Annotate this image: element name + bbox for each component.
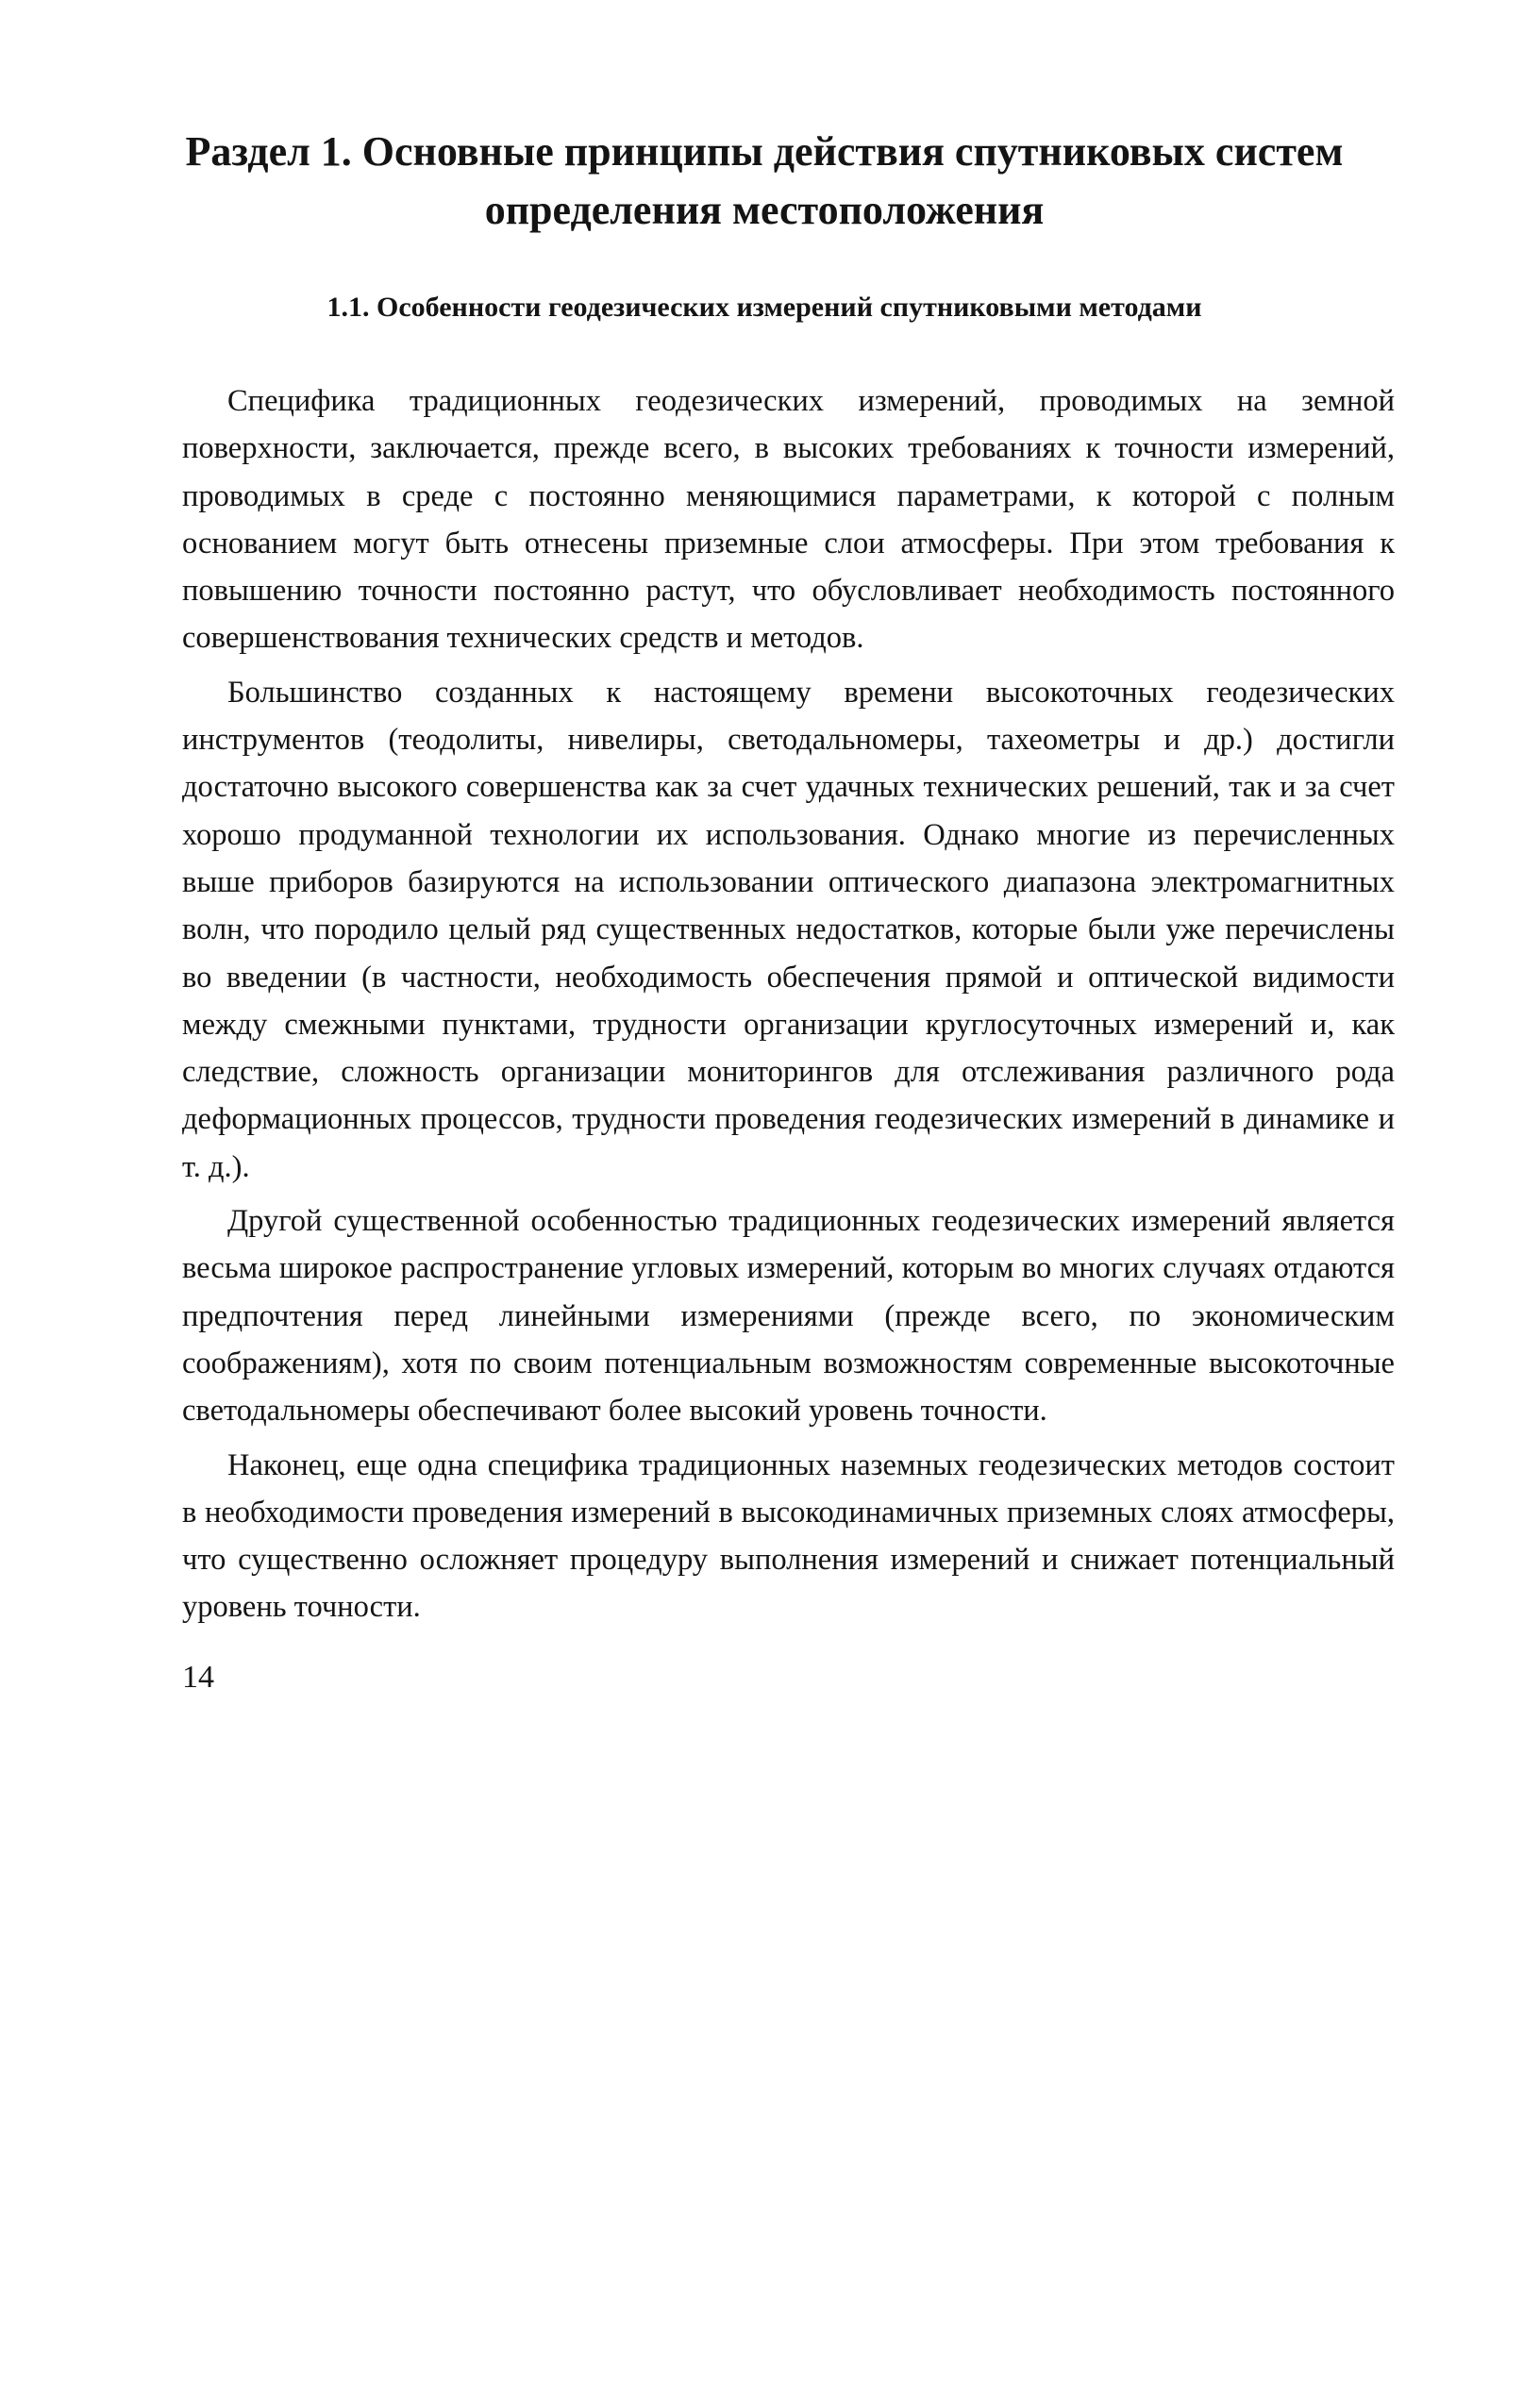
paragraph-3: Другой существенной особенностью традиционных геодезических измерений является весьма широкое распространение угловых измерений, которым во многих случаях отдаются предпочтения перед линейными измерениями (прежде всего, по экономическим соображениям), хотя по своим потенциальным возможностям современные высокоточные светодальномеры обеспечивают более высокий уровень точности.	[182, 1204, 1395, 1429]
paragraph-2: Большинство созданных к настоящему времени высокоточных геодезических инструментов (теодолиты, нивелиры, светодальномеры, тахеометры и др.) достигли достаточно высокого совершенства как за счет удачных технических решений, так и за счет хорошо продуманной технологии их использования. Однако многие из перечисленных выше приборов базируются на использовании оптического диапазона электромагнитных волн, что породило целый ряд существенных недостатков, которые были уже перечислены во введении (в частности, необходимость обеспечения прямой и оптической видимости между смежными пунктами, трудности организации круглосуточных измерений и, как следствие, сложность организации мониторингов для отслеживания различного рода деформационных процессов, трудности проведения геодезических измерений в динамике и т. д.).	[182, 675, 1395, 1184]
chapter-title: Раздел 1. Основные принципы действия спутниковых систем определения местоположения	[185, 128, 1344, 233]
paragraph-1: Специфика традиционных геодезических измерений, проводимых на земной поверхности, заключается, прежде всего, в высоких требованиях к точности измерений, проводимых в среде с постоянно меняющимися параметрами, к которой с полным основанием могут быть отнесены приземные слои атмосферы. При этом требования к повышению точности постоянно растут, что обусловливает необходимость постоянного совершенствования технических средств и методов.	[182, 384, 1395, 656]
section-title: 1.1. Особенности геодезических измерений спутниковыми методами	[326, 292, 1202, 323]
body-text	[182, 377, 1395, 1638]
paragraph-4: Наконец, еще одна специфика традиционных наземных геодезических методов состоит в необходимости проведения измерений в высокодинамичных приземных слоях атмосферы, что существенно осложняет процедуру выполнения измерений и снижает потенциальный уровень точности.	[182, 1447, 1395, 1625]
page-number: 14	[182, 1660, 214, 1695]
